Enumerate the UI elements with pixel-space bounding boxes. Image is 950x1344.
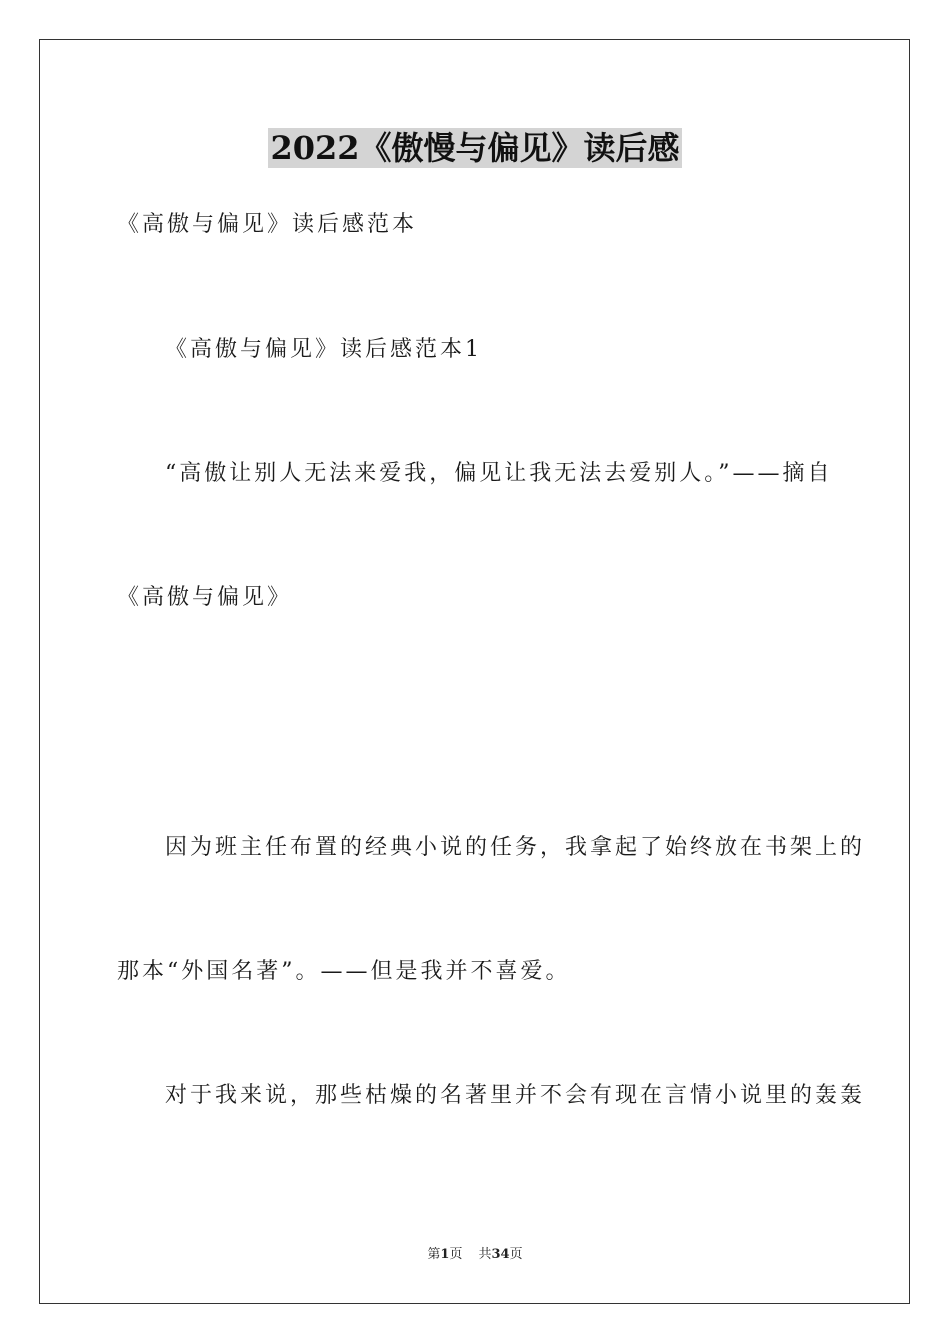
quote-line-2: 《高傲与偏见》 xyxy=(117,585,293,610)
paragraph-1-line-1: 因为班主任布置的经典小说的任务，我拿起了始终放在书架上的 xyxy=(165,835,866,860)
section-heading: 《高傲与偏见》读后感范本1 xyxy=(165,337,482,362)
document-title: 2022《傲慢与偏见》读后感 xyxy=(270,129,680,167)
paragraph-2-line-1: 对于我来说，那些枯燥的名著里并不会有现在言情小说里的轰轰 xyxy=(165,1083,866,1108)
total-prefix: 共 xyxy=(478,1247,492,1262)
total-page-count: 34 xyxy=(491,1247,510,1262)
paragraph-1-line-2: 那本“外国名著”。——但是我并不喜爱。 xyxy=(117,959,571,984)
page-prefix: 第 xyxy=(427,1247,441,1262)
page-footer xyxy=(0,1246,950,1264)
title-container xyxy=(0,128,950,168)
document-subtitle: 《高傲与偏见》读后感范本 xyxy=(117,212,418,237)
current-page-number: 1 xyxy=(440,1247,450,1262)
total-suffix: 页 xyxy=(509,1247,523,1262)
quote-line-1: “高傲让别人无法来爱我，偏见让我无法去爱别人。”——摘自 xyxy=(165,461,833,486)
page-suffix: 页 xyxy=(449,1247,463,1262)
